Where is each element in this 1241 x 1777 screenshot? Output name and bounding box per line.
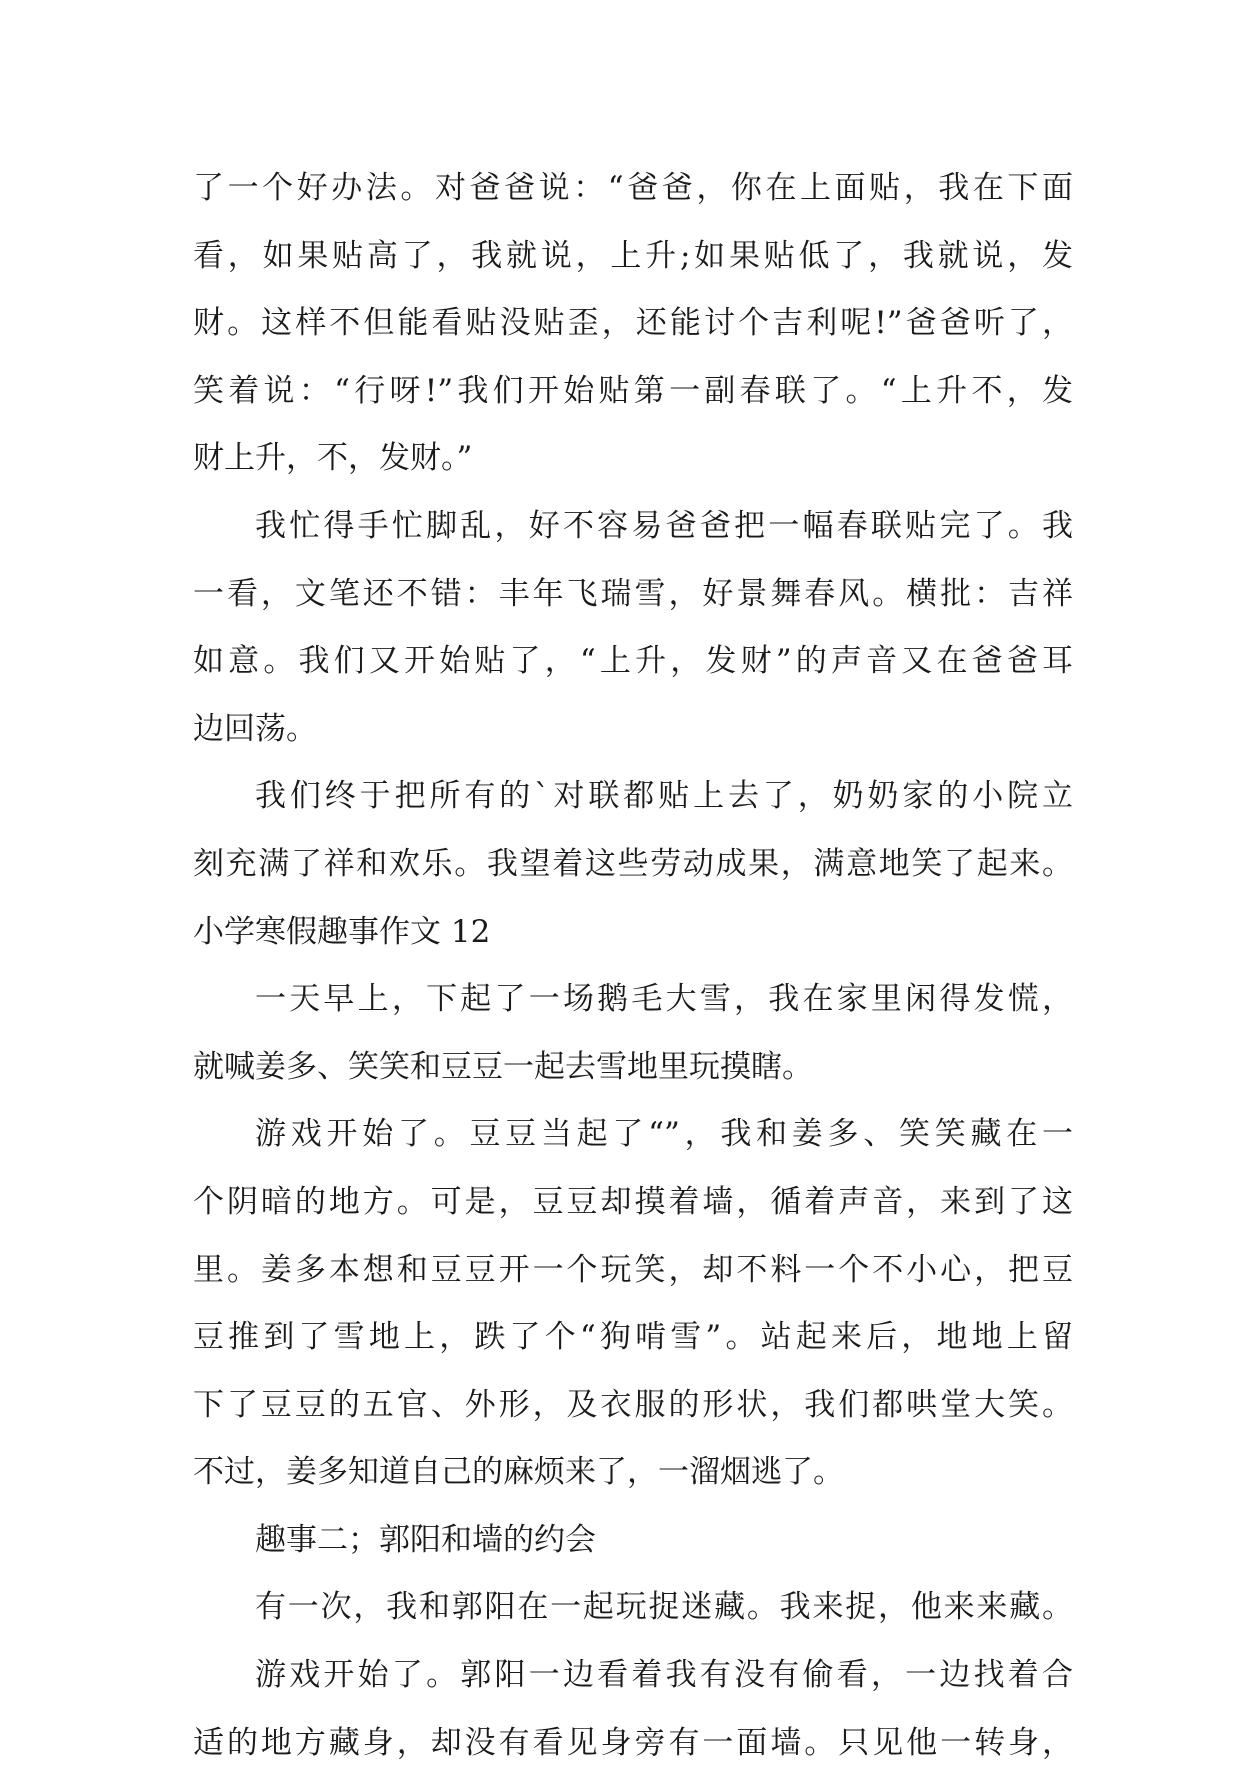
text-line: 财上升，不，发财。” [193, 440, 473, 477]
text-line: 刻充满了祥和欢乐。我望着这些劳动成果，满意地笑了起来。 [193, 845, 1073, 882]
paragraph-first-line: 我们终于把所有的`对联都贴上去了，奶奶家的小院立 [255, 778, 1073, 815]
text-line: 里。姜多本想和豆豆开一个玩笑，却不料一个不小心，把豆 [193, 1251, 1073, 1288]
text-line: 财。这样不但能看贴没贴歪，还能讨个吉利呢!”爸爸听了， [193, 305, 1073, 342]
text-line: 了一个好办法。对爸爸说：“爸爸，你在上面贴，我在下面 [193, 170, 1073, 206]
text-line: 不过，姜多知道自己的麻烦来了，一溜烟逃了。 [193, 1454, 844, 1491]
text-line: 笑着说：“行呀!”我们开始贴第一副春联了。“上升不，发 [193, 372, 1073, 409]
paragraph-first-line: 游戏开始了。郭阳一边看着我有没有偷看，一边找着合 [255, 1657, 1073, 1694]
text-line: 适的地方藏身，却没有看见身旁有一面墙。只见他一转身， [193, 1724, 1073, 1761]
text-line: 边回荡。 [193, 710, 317, 747]
paragraph-first-line: 有一次，我和郭阳在一起玩捉迷藏。我来捉，他来来藏。 [255, 1589, 1073, 1626]
text-line: 如意。我们又开始贴了，“上升，发财”的声音又在爸爸耳 [193, 643, 1073, 680]
text-line: 豆推到了雪地上，跌了个“狗啃雪”。站起来后，地地上留 [193, 1319, 1073, 1356]
subheading: 趣事二；郭阳和墙的约会 [255, 1521, 596, 1558]
document-page [193, 155, 1073, 1777]
text-line: 个阴暗的地方。可是，豆豆却摸着墙，循着声音，来到了这 [193, 1183, 1073, 1220]
paragraph-first-line: 一天早上，下起了一场鹅毛大雪，我在家里闲得发慌， [255, 981, 1073, 1018]
text-line: 看，如果贴高了，我就说，上升;如果贴低了，我就说，发 [193, 237, 1073, 274]
text-line: 下了豆豆的五官、外形，及衣服的形状，我们都哄堂大笑。 [193, 1386, 1073, 1423]
paragraph-first-line: 游戏开始了。豆豆当起了“”，我和姜多、笑笑藏在一 [255, 1116, 1073, 1153]
paragraph-first-line: 我忙得手忙脚乱，好不容易爸爸把一幅春联贴完了。我 [255, 507, 1073, 544]
text-line: 一看，文笔还不错：丰年飞瑞雪，好景舞春风。横批：吉祥 [193, 575, 1073, 612]
section-heading: 小学寒假趣事作文 12 [193, 913, 491, 950]
text-line: 就喊姜多、笑笑和豆豆一起去雪地里玩摸瞎。 [193, 1048, 813, 1085]
